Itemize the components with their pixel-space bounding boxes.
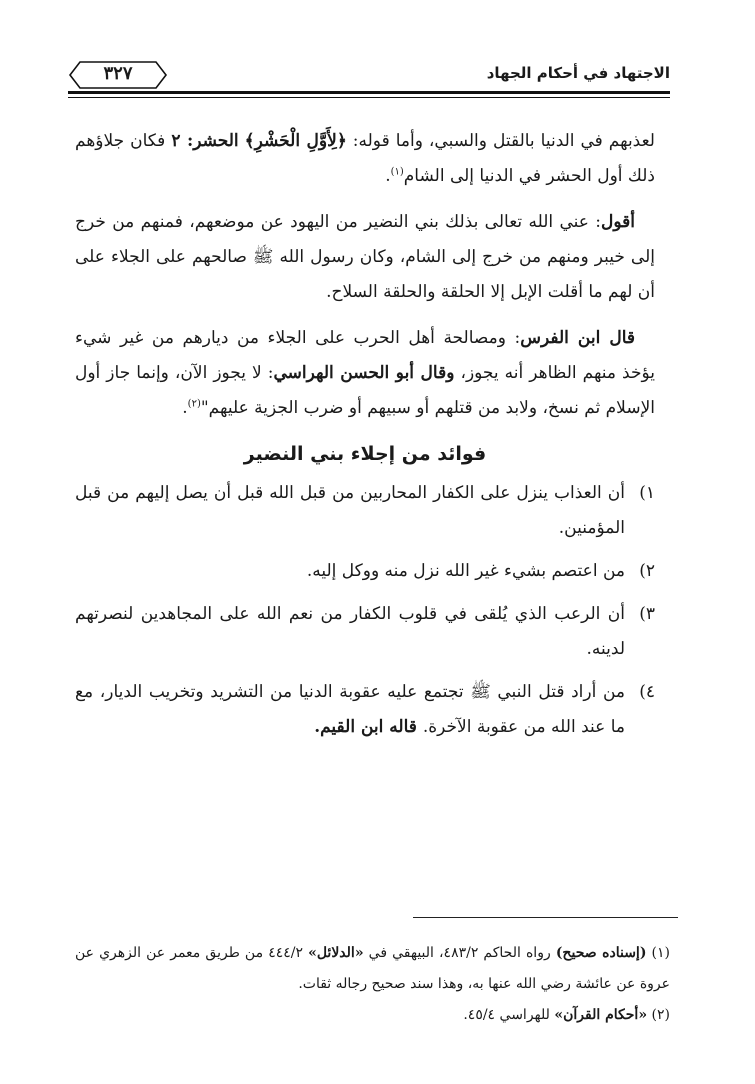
footnotes [75, 938, 670, 1031]
section-heading: فوائد من إجلاء بني النضير [243, 443, 487, 465]
quran-quote: ﴿لِأَوَّلِ الْحَشْرِ﴾ [244, 131, 347, 151]
main-content [75, 124, 655, 753]
list-item-number: ٣) [639, 604, 655, 624]
list-item [75, 476, 655, 546]
header-rule-thick [68, 91, 670, 94]
p3-label: قال ابن الفرس [520, 328, 636, 348]
footnote-source: «أحكام القرآن» [554, 1007, 648, 1023]
footnote-marker-2: (٢) [187, 398, 201, 410]
page-number: ٣٢٧ [103, 63, 133, 84]
p1-text-2: فكان جلاؤهم ذلك أول الحشر في الدنيا إلى الشام [75, 131, 655, 186]
list-item [75, 597, 655, 667]
p3-end: . [182, 398, 188, 418]
quran-reference: الحشر: ٢ [171, 131, 239, 151]
p1-end: . [385, 166, 391, 186]
list-item-text: من أراد قتل النبي ﷺ تجتمع عليه عقوبة الدنيا من التشريد وتخريب الديار، مع ما عند الله من عقوبة الآخرة. [75, 682, 625, 737]
footnote-separator [413, 917, 678, 918]
paragraph-3 [75, 321, 655, 426]
footnote-2 [75, 1000, 670, 1031]
list-item-number: ١) [639, 483, 655, 503]
p3-label-2: وقال أبو الحسن الهراسي [273, 363, 455, 383]
header-rule-thin [68, 97, 670, 98]
list-item-attribution: قاله ابن القيم. [314, 717, 423, 737]
p2-text: : عني الله تعالى بذلك بني النضير من اليهود عن موضعهم، فمنهم من خرج إلى خيبر ومنهم من خرج إلى الشام، وكان رسول الله ﷺ صالحهم على الجلاء على أن لهم ما أقلت الإبل إلا الحلقة والحلقة السلاح. [75, 212, 655, 302]
list-item-text: من اعتصم بشيء غير الله نزل منه ووكل إليه. [306, 561, 625, 581]
list-item [75, 675, 655, 745]
footnote-text-2: ٤٤٤/٢ من طريق معمر عن الزهري عن عروة عن عائشة رضي الله عنها به، وهذا سند صحيح رجاله ثقات. [75, 945, 670, 992]
footnote-marker-1: (١) [390, 166, 404, 178]
p3-text: : ومصالحة أهل الحرب على الجلاء من ديارهم من غير شيء يؤخذ منهم الظاهر أنه يجوز، [75, 328, 655, 383]
benefits-list [75, 476, 655, 745]
list-item-text: أن العذاب ينزل على الكفار المحاربين من قبل الله قبل أن يصل إليهم من قبل المؤمنين. [75, 483, 625, 538]
p2-label: أقول [601, 212, 635, 232]
list-item-text: أن الرعب الذي يُلقى في قلوب الكفار من نعم الله على المجاهدين لنصرتهم لدينه. [75, 604, 625, 659]
paragraph-2 [75, 205, 655, 310]
list-item-number: ٤) [639, 682, 655, 702]
page-number-badge [68, 60, 168, 88]
footnote-text: للهراسي ٤٥/٤. [463, 1007, 555, 1023]
footnote-text: رواه الحاكم ٤٨٣/٢، البيهقي في [363, 945, 556, 961]
footnote-source: «الدلائل» [308, 945, 364, 961]
p1-text: لعذبهم في الدنيا بالقتل والسبي، وأما قوله: [346, 131, 655, 151]
paragraph-1 [75, 124, 655, 194]
book-title: الاجتهاد في أحكام الجهاد [486, 64, 670, 82]
list-item-number: ٢) [639, 561, 655, 581]
footnote-1 [75, 938, 670, 1000]
footnote-number: (١) [651, 945, 671, 961]
p3-text-2: : لا يجوز الآن، وإنما جاز أول الإسلام ثم نسخ، ولابد من قتلهم أو سبيهم أو ضرب الجزية عليهم" [75, 363, 655, 418]
list-item [75, 554, 655, 589]
footnote-number: (٢) [651, 1007, 670, 1023]
footnote-grade: (إسناده صحيح) [555, 945, 647, 961]
